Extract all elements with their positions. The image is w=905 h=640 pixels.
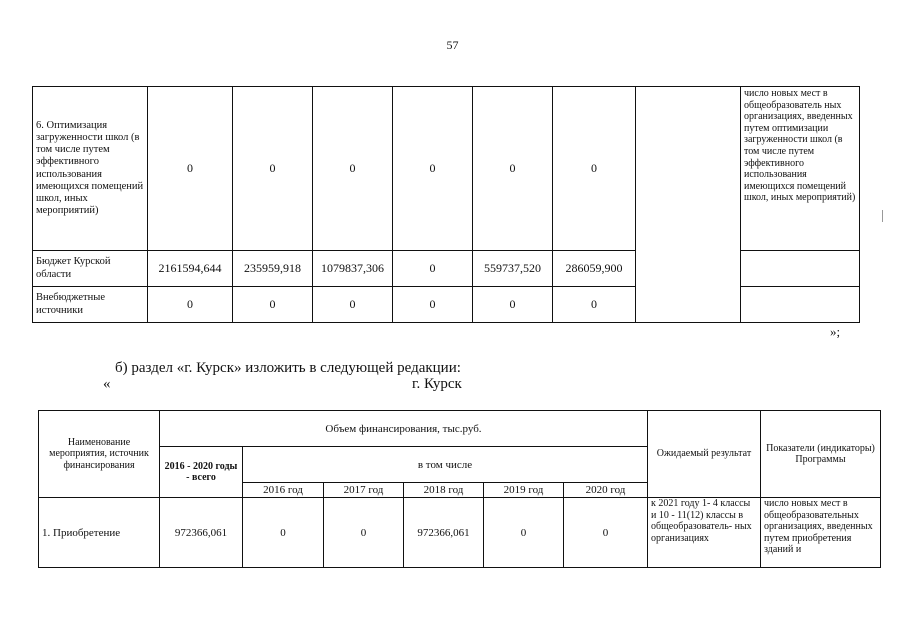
margin-mark: [882, 210, 883, 222]
top-funding-table: [32, 86, 860, 323]
header-total: 2016 - 2020 годы - всего: [160, 447, 243, 498]
table-cell: 0: [393, 87, 473, 251]
table-cell: 235959,918: [233, 251, 313, 287]
indicator-cell: число новых мест в общеобразовательных организациях, введенных путем приобретения зданий и: [761, 498, 881, 568]
table-cell: 0: [148, 87, 233, 251]
table-cell: 972366,061: [404, 498, 484, 568]
table-cell: 0: [473, 287, 553, 323]
header-result: Ожидаемый результат: [648, 411, 761, 498]
table-cell: 0: [484, 498, 564, 568]
table-header-row: [39, 411, 881, 447]
indicator-cell: [741, 251, 860, 287]
year-header: 2017 год: [324, 483, 404, 498]
result-cell: к 2021 году 1- 4 классы и 10 - 11(12) классы в общеобразователь- ных организациях: [648, 498, 761, 568]
table-cell: 0: [148, 287, 233, 323]
table-cell: 0: [473, 87, 553, 251]
table-cell: 0: [393, 287, 473, 323]
result-cell: [636, 87, 741, 323]
table-cell: 1079837,306: [313, 251, 393, 287]
table-cell: 0: [233, 287, 313, 323]
table-cell: 559737,520: [473, 251, 553, 287]
row-label: Внебюджетные источники: [33, 287, 148, 323]
table-cell: 2161594,644: [148, 251, 233, 287]
indicator-cell: [741, 287, 860, 323]
year-header: 2018 год: [404, 483, 484, 498]
header-name: Наименование мероприятия, источник финансирования: [39, 411, 160, 498]
city-heading: г. Курск: [412, 376, 462, 392]
row-label: 1. Приобретение: [39, 498, 160, 568]
header-including: в том числе: [243, 447, 648, 483]
table-cell: 0: [313, 87, 393, 251]
table-cell: 0: [553, 87, 636, 251]
table-cell: 0: [324, 498, 404, 568]
row-label: Бюджет Курской области: [33, 251, 148, 287]
closing-quote: »;: [830, 324, 841, 339]
table-cell: 286059,900: [553, 251, 636, 287]
year-header: 2019 год: [484, 483, 564, 498]
table-row: [33, 87, 860, 251]
indicator-cell: число новых мест в общеобразователь ных организациях, введенных путем оптимизации загруженности школ (в том числе путем эффективного использования имеющихся помещений школ, иных мероприятий): [741, 87, 860, 251]
table-cell: 0: [243, 498, 324, 568]
table-cell: 0: [233, 87, 313, 251]
table-cell: 0: [393, 251, 473, 287]
header-indicators: Показатели (индикаторы) Программы: [761, 411, 881, 498]
table-row: [39, 498, 881, 568]
row-label: 6. Оптимизация загруженности школ (в том числе путем эффективного использования имеющихся помещений школ, иных мероприятий): [33, 87, 148, 251]
page-number: 57: [446, 38, 459, 52]
section-instruction: б) раздел «г. Курск» изложить в следующей редакции:: [115, 360, 461, 376]
table-cell: 0: [553, 287, 636, 323]
year-header: 2020 год: [564, 483, 648, 498]
header-volume: Объем финансирования, тыс.руб.: [160, 411, 648, 447]
opening-quote: «: [103, 376, 111, 392]
year-header: 2016 год: [243, 483, 324, 498]
table-cell: 0: [313, 287, 393, 323]
table-cell: 0: [564, 498, 648, 568]
table-cell: 972366,061: [160, 498, 243, 568]
kursk-funding-table: [38, 410, 881, 568]
